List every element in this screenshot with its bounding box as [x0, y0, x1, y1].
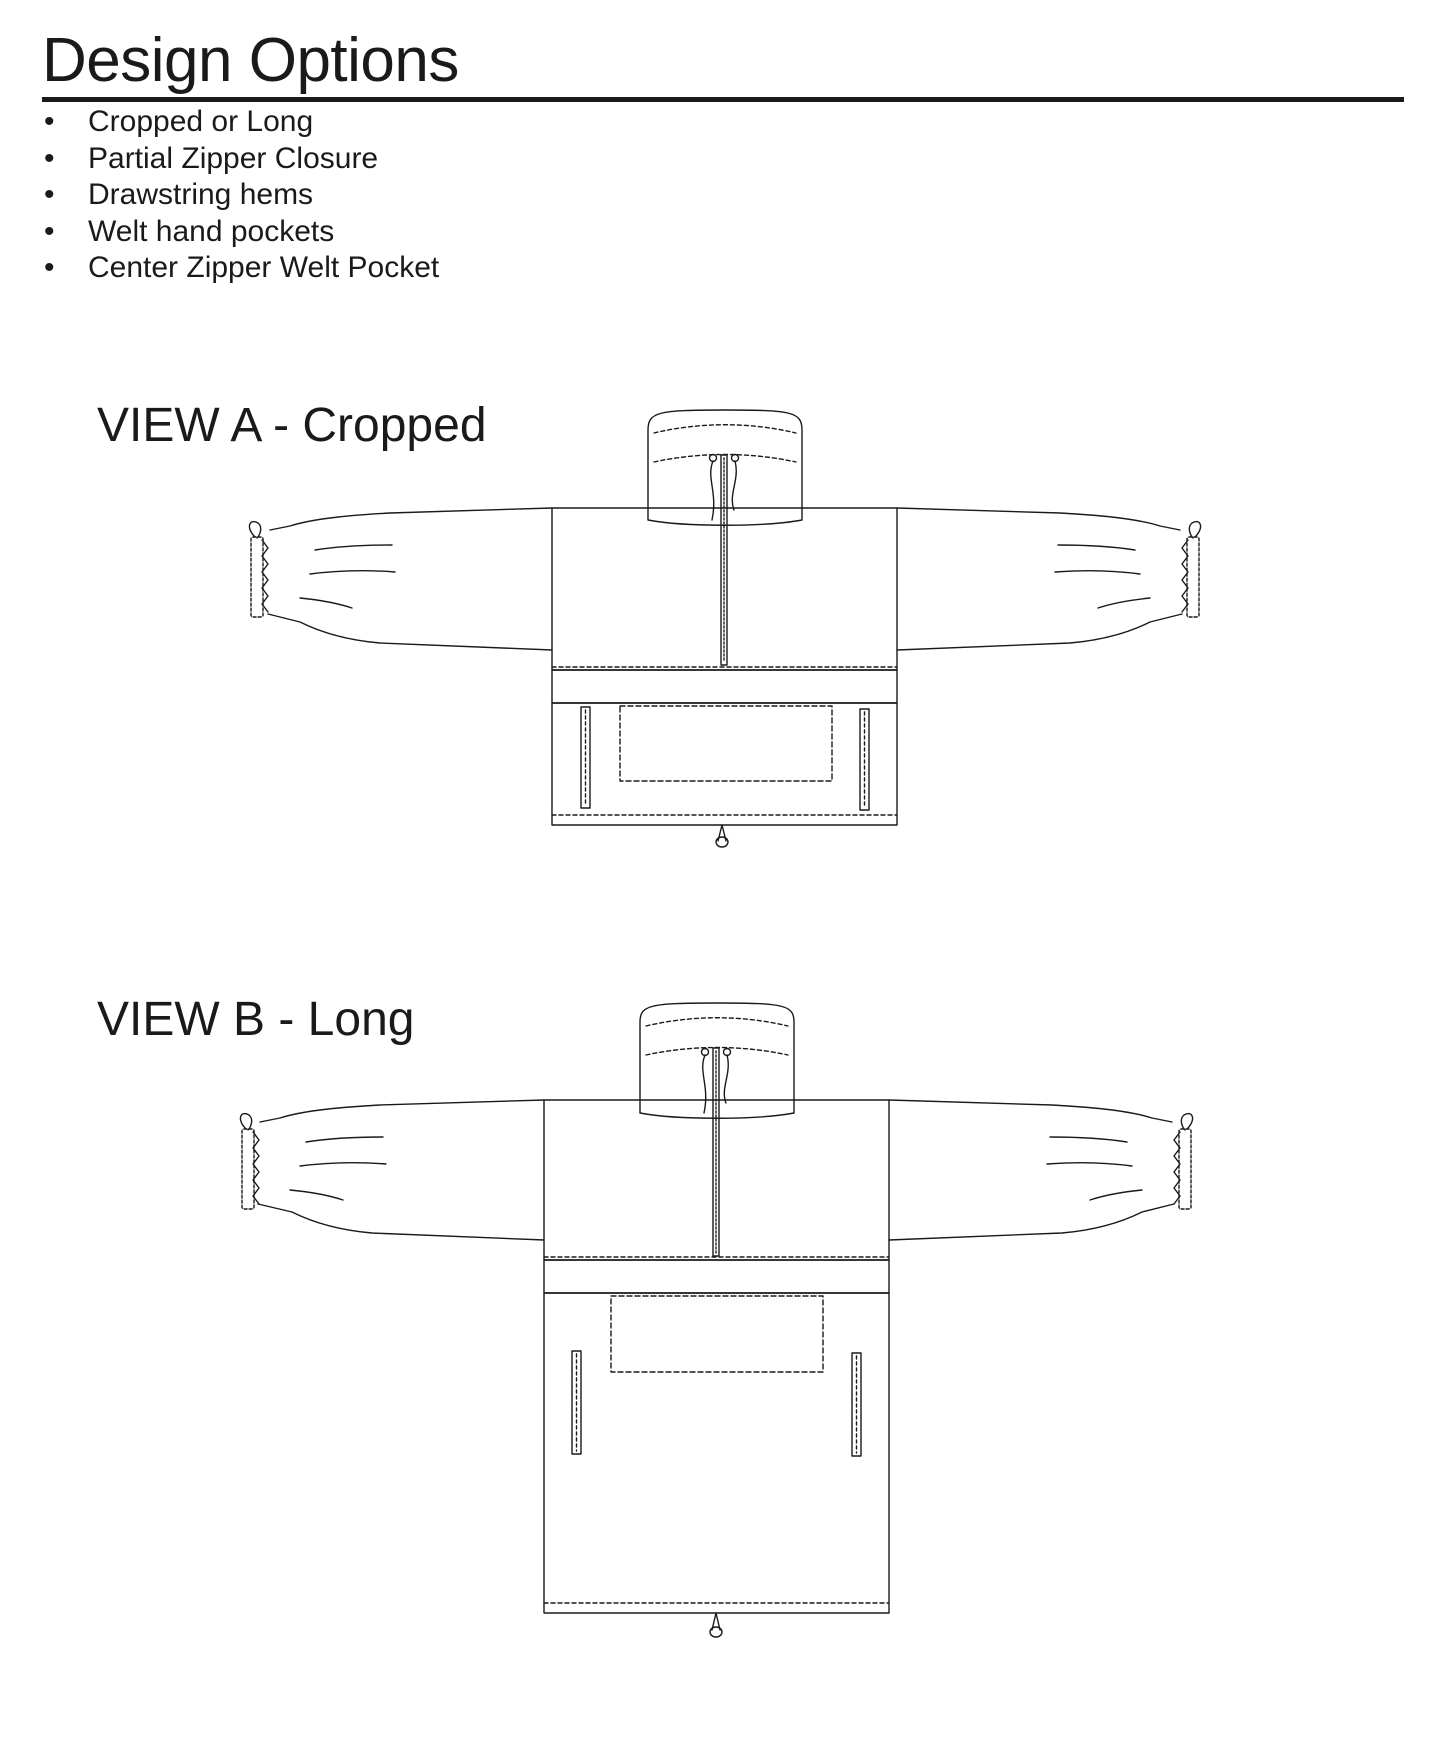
left-sleeve	[249, 508, 552, 650]
hem-drawstring	[716, 825, 728, 847]
right-sleeve	[889, 1100, 1193, 1240]
title-underline	[42, 97, 1404, 102]
view-a-sketch	[0, 400, 1445, 880]
lower-panel	[544, 1293, 889, 1613]
waist-band	[544, 1260, 889, 1293]
welt-pocket-right	[852, 1353, 861, 1456]
feature-item: • Cropped or Long	[40, 104, 439, 141]
feature-list	[40, 104, 439, 287]
center-pocket	[611, 1296, 823, 1372]
partial-zipper	[721, 455, 727, 665]
feature-item: • Welt hand pockets	[40, 214, 439, 251]
hem-drawstring	[710, 1613, 722, 1637]
page-title: Design Options	[42, 26, 459, 95]
view-b-sketch	[0, 990, 1445, 1640]
left-sleeve	[240, 1100, 544, 1240]
welt-pocket-right	[860, 709, 869, 810]
feature-item: • Center Zipper Welt Pocket	[40, 250, 439, 287]
lower-panel	[552, 703, 897, 825]
waist-band	[552, 670, 897, 703]
view-a-label: VIEW A - Cropped	[97, 399, 487, 452]
feature-item: • Drawstring hems	[40, 177, 439, 214]
welt-pocket-left	[581, 707, 590, 808]
feature-item: • Partial Zipper Closure	[40, 141, 439, 178]
right-sleeve	[897, 508, 1201, 650]
partial-zipper	[713, 1048, 719, 1256]
welt-pocket-left	[572, 1351, 581, 1454]
view-b-label: VIEW B - Long	[97, 993, 415, 1046]
funnel-collar	[640, 1003, 794, 1118]
center-pocket	[620, 706, 832, 781]
